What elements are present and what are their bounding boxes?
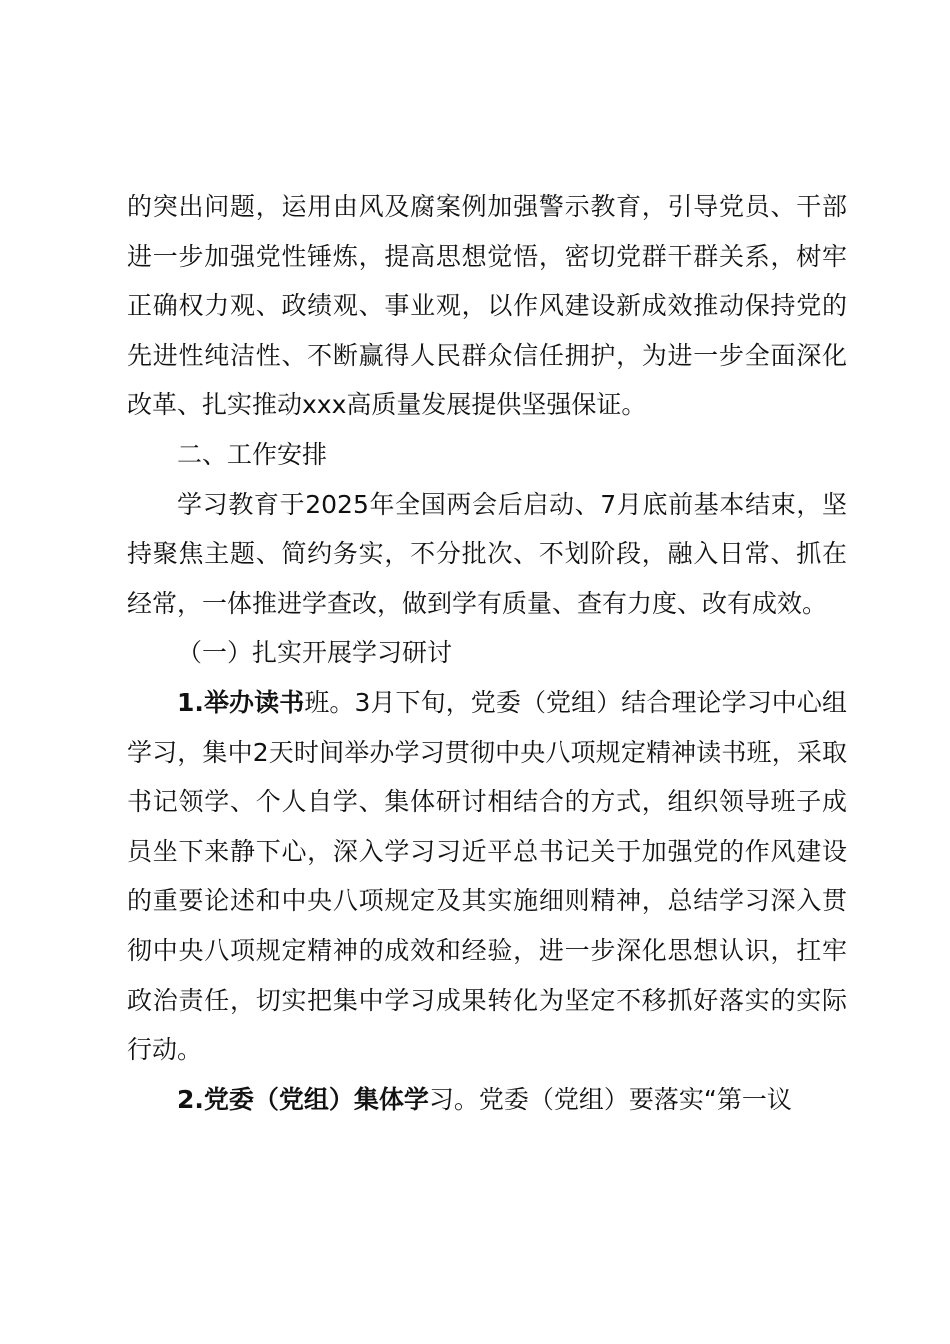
item-heading: 2.党委（党组）集体学 (177, 1084, 429, 1114)
paragraph-text: 的突出问题，运用由风及腐案例加强警示教育，引导党员、干部进一步加强党性锤炼，提高思想觉悟，密切党群干群关系，树牢正确权力观、政绩观、事业观，以作风建设新成效推动保持党的先进性纯洁性、不断赢得人民群众信任拥护，为进一步全面深化改革、扎实推动xxx高质量发展提供坚强保证。 (127, 192, 847, 420)
paragraph-group-study (127, 1075, 847, 1125)
paragraph-text: 习。党委（党组）要落实“第一议 (428, 1084, 792, 1114)
paragraph-text: 学习教育于2025年全国两会后启动、7月底前基本结束，坚持聚焦主题、简约务实，不分批次、不划阶段，融入日常、抓在经常，一体推进学查改，做到学有质量、查有力度、改有成效。 (127, 489, 847, 618)
section-heading-work-arrangement (127, 430, 847, 480)
item-heading: 1.举办读书 (177, 687, 305, 717)
section-heading-text: 二、工作安排 (177, 439, 328, 469)
document-body (127, 182, 847, 1124)
paragraph-timeline (127, 480, 847, 629)
paragraph-text: 班。3月下旬，党委（党组）结合理论学习中心组学习，集中2天时间举办学习贯彻中央八项规定精神读书班，采取书记领学、个人自学、集体研讨相结合的方式，组织领导班子成员坐下来静下心，深入学习习近平总书记关于加强党的作风建设的重要论述和中央八项规定及其实施细则精神，总结学习深入贯彻中央八项规定精神的成效和经验，进一步深化思想认识，扛牢政治责任，切实把集中学习成果转化为坚定不移抓好落实的实际行动。 (127, 687, 847, 1065)
subsection-heading-study (127, 628, 847, 678)
paragraph-continuation (127, 182, 847, 430)
subsection-heading-text: （一）扎实开展学习研讨 (177, 638, 453, 668)
paragraph-reading-class (127, 678, 847, 1075)
